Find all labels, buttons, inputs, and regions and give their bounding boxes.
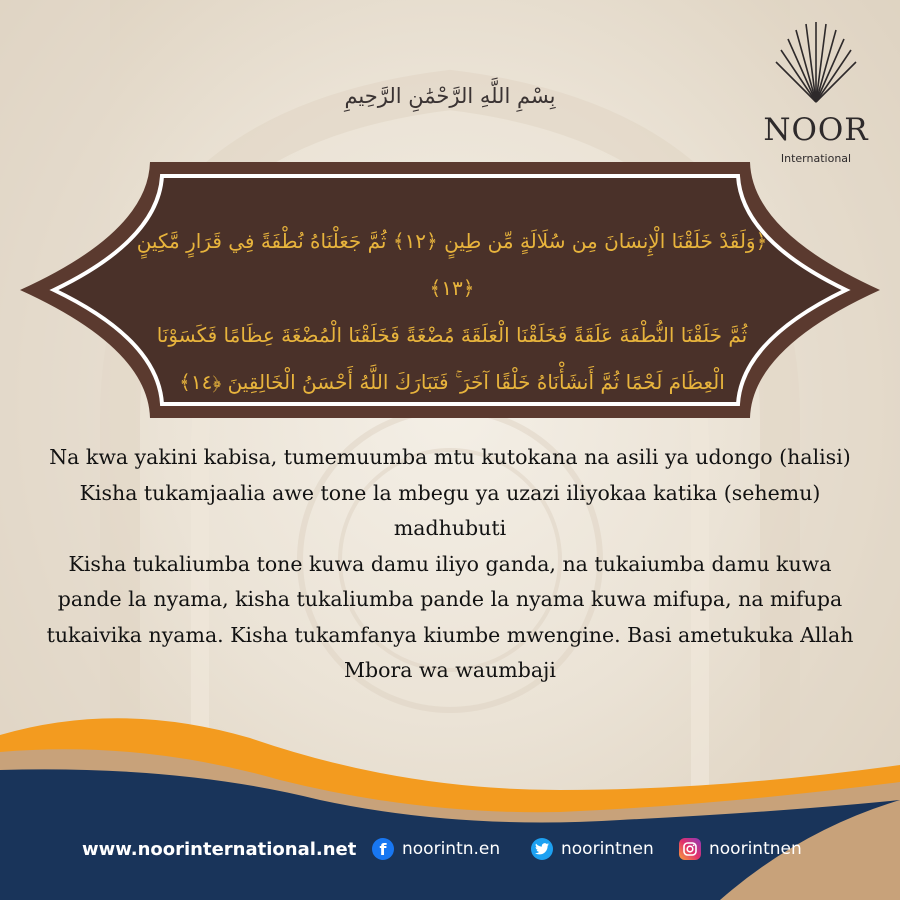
twitter-link[interactable] — [531, 832, 654, 866]
facebook-icon: f — [372, 838, 394, 860]
translation-verse-12: Na kwa yakini kabisa, tumemuumba mtu kutokana na asili ya udongo (halisi) — [49, 445, 851, 469]
verse-line-2: ثُمَّ خَلَقْنَا النُّطْفَةَ عَلَقَةً فَخَلَقْنَا الْعَلَقَةَ مُضْغَةً فَخَلَقْنَا الْمُضْغَةَ عِظَامًا فَكَسَوْنَا — [156, 323, 748, 347]
facebook-link[interactable] — [372, 832, 500, 866]
translation-verse-13: Kisha tukamjaalia awe tone la mbegu ya uzazi iliyokaa katika (sehemu) madhubuti — [79, 480, 821, 540]
facebook-handle: noorintn.en — [402, 839, 501, 859]
brand-name: NOOR — [763, 112, 869, 148]
verse-line-1: ﴿وَلَقَدْ خَلَقْنَا الْإِنسَانَ مِن سُلَالَةٍ مِّن طِينٍ ﴿١٢﴾ ثُمَّ جَعَلْنَاهُ نُطْفَةً فِي قَرَارٍ مَّكِينٍ ﴿١٣﴾ — [136, 229, 768, 300]
instagram-handle: noorintnen — [709, 839, 802, 859]
twitter-handle: noorintnen — [561, 839, 654, 859]
translation-verse-14: Kisha tukaliumba tone kuwa damu iliyo ganda, na tukaiumba damu kuwa pande la nyama, kisha tukaliumba pande la nyama kuwa mifupa, na mifupa tukaivika nyama. Kisha tukamfanya kiumbe mwengine. Basi ametukuka Allah Mbora wa waumbaji — [46, 551, 854, 682]
footer — [0, 832, 900, 866]
verse-line-3: الْعِظَامَ لَحْمًا ثُمَّ أَنشَأْنَاهُ خَلْقًا آخَرَ ۚ فَتَبَارَكَ اللَّهُ أَحْسَنُ الْخَالِقِينَ ﴿١٤﴾ — [179, 370, 725, 394]
twitter-icon — [531, 838, 553, 860]
website-label: www.noorinternational.net — [82, 838, 357, 860]
instagram-link[interactable] — [679, 832, 802, 866]
brand-subtitle: International — [780, 152, 852, 165]
basmala: بِسْمِ اللَّهِ الرَّحْمَٰنِ الرَّحِيمِ — [344, 84, 556, 108]
website-link[interactable] — [82, 832, 356, 866]
instagram-icon — [679, 838, 701, 860]
